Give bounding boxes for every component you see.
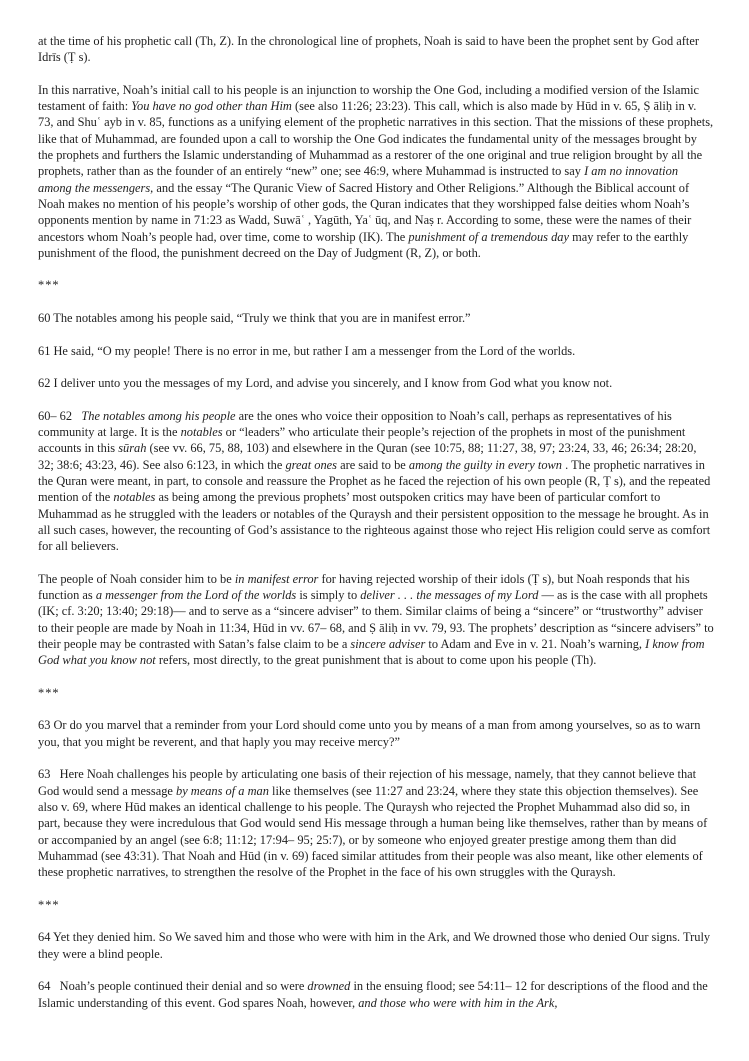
- italic-text-run: sūrah: [118, 441, 147, 456]
- text-run: as being among the previous prophets’ most outspoken critics may have been of particular comfort to Muhammad as he struggled with the leaders or notables of the Quraysh and their persistent opposition to the message he brought. As in all such cases, however, the recounting of God’s assistance to the righteous against those who reject His religion could serve as comfort for all believers.: [38, 490, 714, 554]
- italic-text-run: The notables among his people: [81, 408, 236, 423]
- text-run: are the ones who voice their opposition to Noah’s call, perhaps as representatives of his community at large. It is the: [38, 408, 675, 440]
- italic-text-run: drowned: [307, 979, 351, 994]
- text-run: 64 Noah’s people continued their denial and so were: [38, 979, 308, 994]
- section-separator-2: ***: [38, 685, 60, 700]
- text-run: The people of Noah consider him to be: [38, 571, 235, 586]
- text-run: in the ensuing flood; see 54:11– 12 for descriptions of the flood and the Islamic understanding of this event. God spares Noah, however,: [38, 979, 711, 1010]
- italic-text-run: among the guilty in every town: [408, 457, 563, 472]
- italic-text-run: in manifest error: [234, 571, 319, 586]
- italic-text-run: by means of a man: [176, 783, 269, 798]
- text-run: (see also 11:26; 23:23). This call, which is also made by Hūd in v. 65, Ṣ āliḥ in v. 73, and Shuʿ ayb in v. 85, functions as a unifying element of the prophetic narratives in this section. That the missions of these prophets, like that of Muhammad, are founded upon a call to worship the One God indicates the fundamental unity of the messages brought by the prophets and furthers the Islamic understanding of Muhammad as a restorer of the one original and true religion brought by all the prophets, rather than as the founder of an entirely “new” one; see 46:9, where Muhammad is instructed to say: [38, 99, 717, 179]
- text-run: or “leaders” who articulate their people’s rejection of the prophets in most of the punishment accounts in this: [38, 425, 689, 456]
- text-run: 60– 62: [38, 408, 82, 423]
- text-run: like themselves (see 11:27 and 23:24, where they state this objection themselves). See also v. 69, where Hūd makes an identical challenge to his people. The Quraysh who rejected the Prophet Muhammad also did so, in part, because they were incredulous that God would send His message through a human being like themselves, rather than by means of or accompanied by an angel (see 6:8; 11:12; 17:94– 95; 25:7), or by someone who enjoyed greater prestige among them than did Muhammad (see 43:31). That Noah and Hūd (in v. 69) faced similar attitudes from their people was also meant, like other elements of these prophetic narratives, to strengthen the resolve of the Prophet in the face of his own struggles with the Quraysh.: [38, 783, 711, 880]
- text-run: and the essay “The Quranic View of Sacred History and Other Religions.” Although the Biblical account of Noah makes no mention of his people’s worship of other gods, the Quran indicates that they worshipped false deities whom Noah’s opponents mention by name in 71:23 as Wadd, Suwāʿ , Yagūth, Yaʿ ūq, and Naṣ r. According to some, these were the names of their ancestors whom Noah’s people had, over time, come to worship (IK). The: [38, 180, 695, 244]
- commentary-63: [38, 766, 714, 880]
- text-run: 63 Here Noah challenges his people by articulating one basis of their rejection of his message, namely, that they cannot believe that God would send a message: [38, 767, 700, 798]
- document-body: [38, 33, 717, 1011]
- text-run: . The prophetic narratives in the Quran were meant, in part, to console and reassure the Prophet as he faced the rejection of his own people (R, Ṭ s), and the repeated mention of the: [38, 457, 714, 505]
- text-run: are said to be: [336, 457, 409, 472]
- commentary-intro-paragraph: [38, 82, 717, 261]
- italic-text-run: I know from God what you know not: [38, 636, 708, 668]
- text-run: (see vv. 66, 75, 88, 103) and elsewhere in the Quran (see 10:75, 88; 11:27, 38, 97; 23:24, 33, 46; 26:34; 28:20, 32; 38:6; 43:23, 46). See also 6:123, in which the: [38, 441, 700, 472]
- italic-text-run: sincere adviser: [350, 636, 426, 651]
- italic-text-run: a messenger from the Lord of the worlds: [95, 588, 297, 603]
- text-run: refers, most directly, to the great punishment that is about to come upon his people (Th).: [155, 653, 597, 668]
- text-run: 60 The notables among his people said, “Truly we think that you are in manifest error.”: [38, 311, 471, 326]
- commentary-60-62-continued: [38, 571, 717, 669]
- commentary-64: [38, 978, 714, 1011]
- verse-61: [38, 343, 714, 359]
- commentary-60-62: [38, 408, 714, 555]
- italic-text-run: and those who were with him in the Ark,: [358, 995, 558, 1010]
- verse-60: [38, 310, 714, 326]
- section-separator-1: ***: [38, 278, 60, 293]
- section-separator-3: ***: [38, 897, 60, 912]
- italic-text-run: notables: [113, 490, 156, 505]
- text-run: 64 Yet they denied him. So We saved him and those who were with him in the Ark, and We drowned those who denied Our signs. Truly they were a blind people.: [38, 930, 714, 961]
- verse-62: [38, 375, 714, 391]
- verse-63: [38, 717, 714, 750]
- italic-text-run: punishment of a tremendous day: [408, 229, 569, 244]
- italic-text-run: You have no god other than Him: [131, 99, 292, 114]
- text-run: 61 He said, “O my people! There is no error in me, but rather I am a messenger from the Lord of the worlds.: [38, 343, 576, 358]
- text-run: at the time of his prophetic call (Th, Z). In the chronological line of prophets, Noah is said to have been the prophet sent by God after Idrīs (Ṭ s).: [38, 34, 703, 65]
- text-run: for having rejected worship of their idols (Ṭ s), but Noah responds that his function as: [38, 571, 693, 603]
- text-run: In this narrative, Noah’s initial call to his people is an injunction to worship the One God, including a modified version of the Islamic testament of faith:: [38, 82, 703, 114]
- italic-text-run: I am no innovation among the messengers,: [38, 164, 682, 195]
- commentary-continuation-paragraph: [38, 33, 714, 66]
- text-run: — as is the case with all prophets (IK; cf. 3:20; 13:40; 29:18)— and to serve as a “sincere adviser” to them. Similar claims of being a “sincere” or “trustworthy” adviser to their people are made by Noah in 11:34, Hūd in vv. 67– 68, and Ṣ āliḥ in vv. 79, 93. The prophets’ description as “sincere advisers” to their people may be contrasted with Satan’s false claim to be a: [38, 588, 717, 651]
- text-run: 63 Or do you marvel that a reminder from your Lord should come unto you by means of a man from among yourselves, so as to warn you, that you might be reverent, and that haply you may receive mercy?”: [38, 718, 704, 749]
- italic-text-run: great ones: [285, 457, 337, 472]
- text-run: 62 I deliver unto you the messages of my Lord, and advise you sincerely, and I know from God what you know not.: [38, 376, 613, 391]
- text-run: to Adam and Eve in v. 21. Noah’s warning,: [425, 636, 646, 651]
- text-run: may refer to the earthly punishment of the flood, the punishment decreed on the Day of Judgment (R, Z), or both.: [38, 229, 692, 260]
- verse-64: [38, 929, 714, 962]
- italic-text-run: deliver . . . the messages of my Lord: [360, 588, 539, 603]
- text-run: is simply to: [296, 588, 361, 603]
- italic-text-run: notables: [180, 425, 223, 440]
